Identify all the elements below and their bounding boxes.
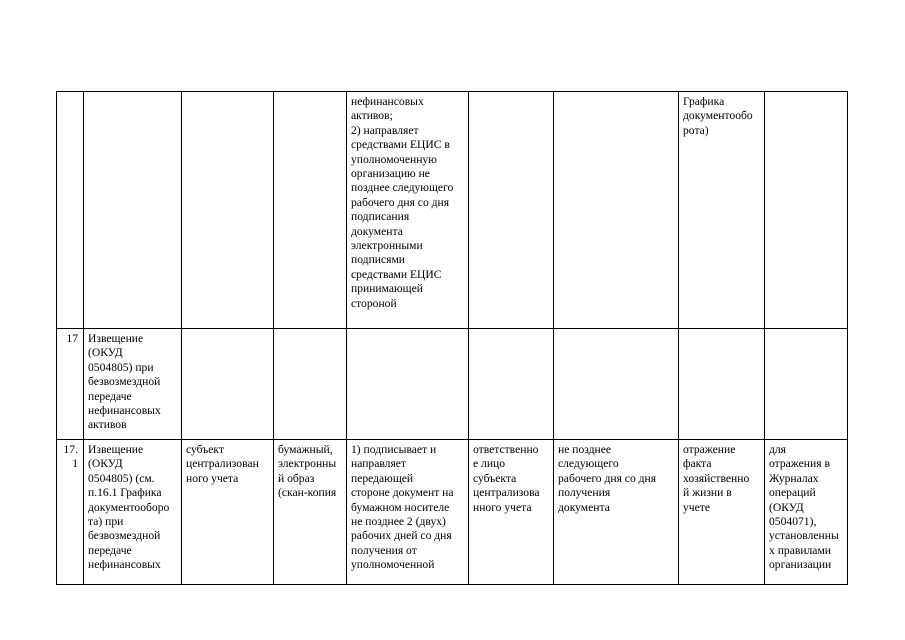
executor-cell: ответственно е лицо субъекта централизова нного учета — [469, 440, 554, 585]
actions-cell: нефинансовых активов; 2) направляет средствами ЕЦИС в уполномоченную организацию не позднее следующего рабочего дня со дня подписания документа электронными подписями средствами ЕЦИС принимающей стороной — [347, 92, 469, 329]
row-number-cell: 17. 1 — [57, 440, 84, 585]
result-cell — [679, 329, 765, 440]
purpose-cell — [765, 329, 848, 440]
result-cell: Графика документообо рота) — [679, 92, 765, 329]
responsible-cell — [182, 92, 274, 329]
deadline-cell — [554, 92, 679, 329]
responsible-cell — [182, 329, 274, 440]
document-cell: Извещение (ОКУД 0504805) при безвозмездной передаче нефинансовых активов — [84, 329, 182, 440]
form-cell: бумажный, электронны й образ (скан-копия — [274, 440, 347, 585]
table-row — [57, 92, 848, 329]
deadline-cell — [554, 329, 679, 440]
actions-cell — [347, 329, 469, 440]
deadline-cell: не позднее следующего рабочего дня со дня получения документа — [554, 440, 679, 585]
table-row — [57, 329, 848, 440]
row-number-cell: 17 — [57, 329, 84, 440]
document-cell — [84, 92, 182, 329]
table-row — [57, 440, 848, 585]
actions-cell: 1) подписывает и направляет передающей стороне документ на бумажном носителе не позднее 2 (двух) рабочих дней со дня получения от уполномоченной — [347, 440, 469, 585]
result-cell: отражение факта хозяйственно й жизни в учете — [679, 440, 765, 585]
form-cell — [274, 92, 347, 329]
purpose-cell — [765, 92, 848, 329]
form-cell — [274, 329, 347, 440]
executor-cell — [469, 92, 554, 329]
purpose-cell: для отражения в Журналах операций (ОКУД 0504071), установленны х правилами организации — [765, 440, 848, 585]
row-number-cell — [57, 92, 84, 329]
workflow-table — [56, 91, 848, 585]
responsible-cell: субъект централизован ного учета — [182, 440, 274, 585]
document-cell: Извещение (ОКУД 0504805) (см. п.16.1 Графика документооборо та) при безвозмездной передаче нефинансовых — [84, 440, 182, 585]
executor-cell — [469, 329, 554, 440]
